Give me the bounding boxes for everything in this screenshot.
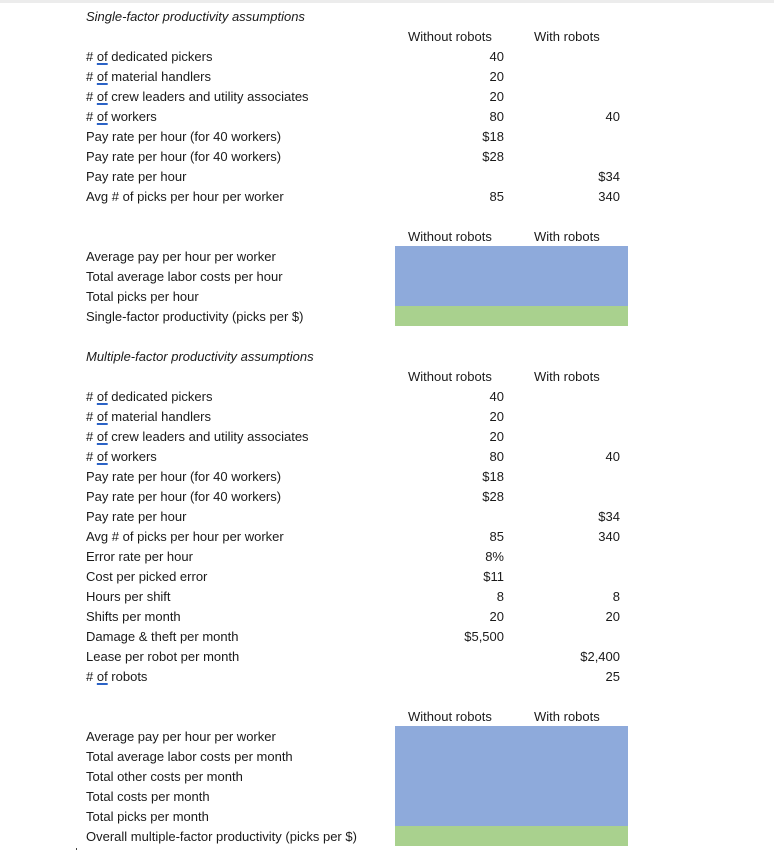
result-label: Total picks per hour bbox=[86, 289, 199, 304]
row-label-of: of bbox=[96, 409, 108, 424]
row-label bbox=[86, 147, 281, 167]
table-row bbox=[0, 627, 774, 647]
row-label bbox=[86, 487, 281, 507]
table-row bbox=[0, 607, 774, 627]
table-row bbox=[0, 147, 774, 167]
row-label bbox=[86, 127, 281, 147]
result-label: Total other costs per month bbox=[86, 769, 243, 784]
table-row bbox=[0, 67, 774, 87]
single-col-header-with: With robots bbox=[534, 29, 600, 44]
row-label bbox=[86, 607, 181, 627]
table-row bbox=[0, 427, 774, 447]
row-label bbox=[86, 507, 186, 527]
row-label-text: # bbox=[86, 449, 97, 464]
result-row bbox=[0, 807, 774, 827]
row-label-text: Avg # of picks per hour per worker bbox=[86, 529, 284, 544]
row-label bbox=[86, 47, 212, 67]
value-with-robots[interactable]: 20 bbox=[605, 609, 620, 624]
row-label-of: of bbox=[96, 109, 108, 124]
row-label-of: of bbox=[96, 389, 108, 404]
row-label-rest: material handlers bbox=[107, 409, 212, 424]
row-label bbox=[86, 667, 147, 687]
result-label: Single-factor productivity (picks per $) bbox=[86, 309, 304, 324]
row-label-text: Error rate per hour bbox=[86, 549, 193, 564]
multi-results-header-without: Without robots bbox=[408, 709, 492, 724]
multi-results-header-with: With robots bbox=[534, 709, 600, 724]
row-label-text: # bbox=[86, 69, 97, 84]
row-label-of: of bbox=[96, 449, 108, 464]
row-label-rest: workers bbox=[107, 449, 157, 464]
row-label-text: Pay rate per hour (for 40 workers) bbox=[86, 469, 282, 484]
row-label-of: of bbox=[96, 89, 108, 104]
result-row bbox=[0, 767, 774, 787]
result-row bbox=[0, 727, 774, 747]
value-without-robots[interactable]: $28 bbox=[482, 489, 504, 504]
table-row bbox=[0, 107, 774, 127]
value-without-robots[interactable]: $28 bbox=[482, 149, 504, 164]
single-section-title: Single-factor productivity assumptions bbox=[86, 9, 305, 24]
value-with-robots[interactable]: 40 bbox=[605, 109, 620, 124]
row-label bbox=[86, 67, 211, 87]
row-label-rest: material handlers bbox=[107, 69, 212, 84]
value-with-robots[interactable]: 40 bbox=[605, 449, 620, 464]
table-row bbox=[0, 587, 774, 607]
value-without-robots[interactable]: $11 bbox=[483, 569, 504, 584]
row-label-text: # bbox=[86, 429, 97, 444]
row-label bbox=[86, 467, 281, 487]
value-with-robots[interactable]: 340 bbox=[598, 529, 620, 544]
value-without-robots[interactable]: 85 bbox=[489, 529, 504, 544]
value-with-robots[interactable]: 8 bbox=[612, 589, 620, 604]
row-label-text: Hours per shift bbox=[86, 589, 171, 604]
row-label-of: of bbox=[96, 429, 108, 444]
row-label bbox=[86, 547, 193, 567]
row-label-of: of bbox=[96, 669, 108, 684]
single-results-header-with: With robots bbox=[534, 229, 600, 244]
table-row bbox=[0, 47, 774, 67]
result-row bbox=[0, 827, 774, 847]
row-label-text: Pay rate per hour (for 40 workers) bbox=[86, 129, 282, 144]
value-without-robots[interactable]: 80 bbox=[489, 109, 504, 124]
table-row bbox=[0, 647, 774, 667]
table-row bbox=[0, 667, 774, 687]
row-label-text: # bbox=[86, 109, 97, 124]
value-without-robots[interactable]: 20 bbox=[489, 429, 504, 444]
row-label bbox=[86, 647, 239, 667]
value-without-robots[interactable]: 20 bbox=[489, 609, 504, 624]
single-results-header-without: Without robots bbox=[408, 229, 492, 244]
row-label-rest: workers bbox=[107, 109, 157, 124]
value-without-robots[interactable]: 20 bbox=[489, 409, 504, 424]
multi-section-title: Multiple-factor productivity assumptions bbox=[86, 349, 314, 364]
row-label-text: # bbox=[86, 409, 97, 424]
result-row bbox=[0, 747, 774, 767]
table-row bbox=[0, 87, 774, 107]
row-label bbox=[86, 87, 309, 107]
table-row bbox=[0, 447, 774, 467]
single-results-blue-block[interactable] bbox=[395, 246, 628, 306]
value-without-robots[interactable]: 8 bbox=[496, 589, 504, 604]
row-label bbox=[86, 107, 157, 127]
row-label-text: Pay rate per hour (for 40 workers) bbox=[86, 489, 282, 504]
result-label: Average pay per hour per worker bbox=[86, 249, 276, 264]
result-row bbox=[0, 287, 774, 307]
result-label: Overall multiple-factor productivity (picks per $) bbox=[86, 829, 357, 844]
table-row bbox=[0, 547, 774, 567]
table-row bbox=[0, 527, 774, 547]
row-label bbox=[86, 427, 309, 447]
single-col-header-without: Without robots bbox=[408, 29, 492, 44]
row-label-text: Pay rate per hour bbox=[86, 509, 187, 524]
multi-results-blue-block[interactable] bbox=[395, 726, 628, 826]
row-label-rest: crew leaders and utility associates bbox=[107, 429, 309, 444]
table-row bbox=[0, 187, 774, 207]
value-with-robots[interactable]: $34 bbox=[598, 509, 620, 524]
multi-col-header-with: With robots bbox=[534, 369, 600, 384]
value-without-robots[interactable]: $18 bbox=[482, 129, 504, 144]
row-label-of: of bbox=[96, 69, 108, 84]
result-row bbox=[0, 307, 774, 327]
row-label-text: # bbox=[86, 49, 97, 64]
row-label-rest: crew leaders and utility associates bbox=[107, 89, 309, 104]
row-label-text: Pay rate per hour bbox=[86, 169, 187, 184]
row-label bbox=[86, 407, 211, 427]
row-label bbox=[86, 187, 284, 207]
value-without-robots[interactable]: $18 bbox=[482, 469, 504, 484]
result-label: Average pay per hour per worker bbox=[86, 729, 276, 744]
table-row bbox=[0, 167, 774, 187]
value-with-robots[interactable]: $34 bbox=[598, 169, 620, 184]
value-without-robots[interactable]: 40 bbox=[489, 49, 504, 64]
result-row bbox=[0, 787, 774, 807]
result-row bbox=[0, 267, 774, 287]
row-label-text: # bbox=[86, 669, 97, 684]
table-row bbox=[0, 407, 774, 427]
value-without-robots[interactable]: 40 bbox=[489, 389, 504, 404]
row-label bbox=[86, 627, 238, 647]
row-label-text: # bbox=[86, 389, 97, 404]
multi-productivity-green-cell[interactable] bbox=[395, 826, 628, 846]
row-label-text: Cost per picked error bbox=[86, 569, 208, 584]
table-row bbox=[0, 487, 774, 507]
result-label: Total average labor costs per hour bbox=[86, 269, 283, 284]
value-without-robots[interactable]: 85 bbox=[489, 189, 504, 204]
value-with-robots[interactable]: $2,400 bbox=[580, 649, 620, 664]
value-with-robots[interactable]: 25 bbox=[605, 669, 620, 684]
row-label-rest: robots bbox=[107, 669, 148, 684]
table-row bbox=[0, 567, 774, 587]
multi-col-header-without: Without robots bbox=[408, 369, 492, 384]
row-label-of: of bbox=[96, 49, 108, 64]
row-label bbox=[86, 447, 157, 467]
row-label bbox=[86, 527, 284, 547]
row-label-text: Lease per robot per month bbox=[86, 649, 240, 664]
row-label bbox=[86, 387, 212, 407]
result-row bbox=[0, 247, 774, 267]
value-with-robots[interactable]: 340 bbox=[598, 189, 620, 204]
value-without-robots[interactable]: $5,500 bbox=[464, 629, 504, 644]
row-label-text: Damage & theft per month bbox=[86, 629, 239, 644]
value-without-robots[interactable]: 20 bbox=[489, 69, 504, 84]
table-row bbox=[0, 507, 774, 527]
value-without-robots[interactable]: 8% bbox=[485, 549, 504, 564]
value-without-robots[interactable]: 20 bbox=[489, 89, 504, 104]
row-label-rest: dedicated pickers bbox=[107, 389, 213, 404]
row-label-rest: dedicated pickers bbox=[107, 49, 213, 64]
row-label-text: Avg # of picks per hour per worker bbox=[86, 189, 284, 204]
row-label-text: Shifts per month bbox=[86, 609, 181, 624]
top-border bbox=[0, 0, 774, 3]
value-without-robots[interactable]: 80 bbox=[489, 449, 504, 464]
row-label bbox=[86, 167, 186, 187]
row-label-text: # bbox=[86, 89, 97, 104]
table-row bbox=[0, 387, 774, 407]
single-productivity-green-cell[interactable] bbox=[395, 306, 628, 326]
row-label bbox=[86, 587, 171, 607]
result-label: Total average labor costs per month bbox=[86, 749, 293, 764]
row-label bbox=[86, 567, 207, 587]
table-row bbox=[0, 127, 774, 147]
row-label-text: Pay rate per hour (for 40 workers) bbox=[86, 149, 282, 164]
result-label: Total costs per month bbox=[86, 789, 210, 804]
result-label: Total picks per month bbox=[86, 809, 209, 824]
table-row bbox=[0, 467, 774, 487]
